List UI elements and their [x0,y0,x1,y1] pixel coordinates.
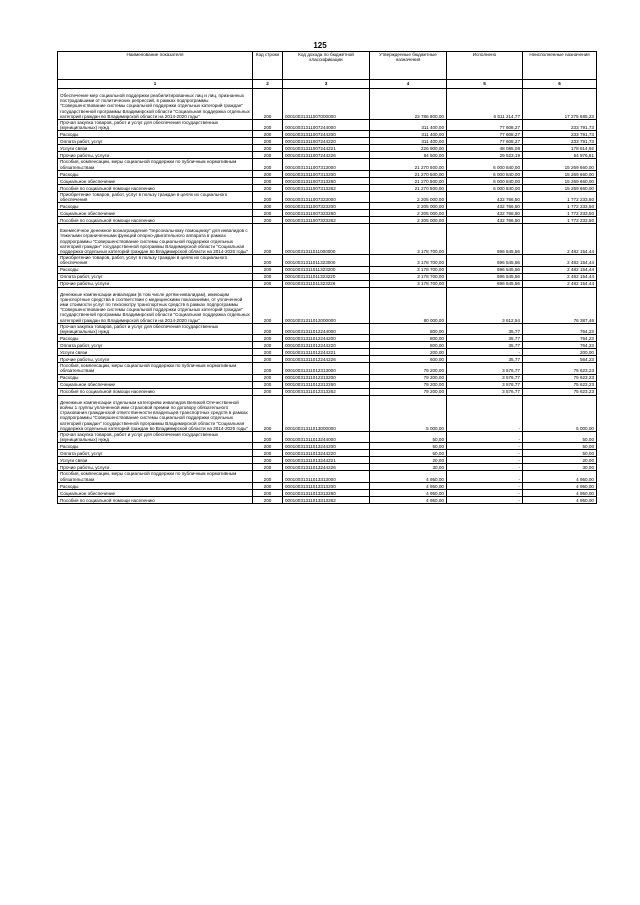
column-number: 2 [253,80,283,89]
table-row [58,138,597,145]
row-executed: 696 545,56 [447,280,523,287]
table-row [58,203,597,210]
row-unexecuted: 75 623,23 [523,363,597,374]
row-approved: 21 270 500,00 [370,184,447,191]
row-code: 200 [253,356,283,363]
row-unexecuted: 1 772 233,50 [523,191,597,202]
row-name: Прочая закупка товаров, работ и услуг для обеспечения государственных (муниципальных) нужд [58,120,253,131]
row-approved: 80 000,00 [370,287,447,323]
row-code: 200 [253,374,283,381]
row-unexecuted: 17 275 685,23 [523,89,597,120]
row-name: Расходы [58,482,253,489]
table-row [58,342,597,349]
row-approved: 4 950,00 [370,489,447,496]
row-approved: 79 200,00 [370,381,447,388]
table-row [58,349,597,356]
row-classification: 00010031311007313000 [283,159,370,170]
row-unexecuted: 2 482 154,44 [523,280,597,287]
row-unexecuted: 233 791,73 [523,131,597,138]
row-classification: 00010031311013313200 [283,482,370,489]
header-approved: Утвержденные бюджетные назначения [370,52,447,80]
row-executed: 432 766,50 [447,203,523,210]
row-executed: 35,77 [447,356,523,363]
row-name: Пособия по социальной помощи населению [58,388,253,395]
row-name: Пособия по социальной помощи населению [58,496,253,503]
row-code: 200 [253,184,283,191]
row-name: Социальное обеспечение [58,489,253,496]
table-row [58,177,597,184]
table-body [58,89,597,504]
row-approved: 2 205 000,00 [370,203,447,210]
row-code: 200 [253,457,283,464]
row-classification: 00010031311007313200 [283,170,370,177]
row-code: 200 [253,138,283,145]
row-approved: 226 900,00 [370,145,447,152]
row-name: Прочая закупка товаров, работ и услуг для обеспечения государственных (муниципальных) нужд [58,323,253,334]
column-number: 1 [58,80,253,89]
row-executed: - [447,443,523,450]
row-name: Расходы [58,203,253,210]
row-approved: 4 950,00 [370,471,447,482]
row-approved: 800,00 [370,335,447,342]
row-executed: 35,77 [447,335,523,342]
row-unexecuted: 30,00 [523,464,597,471]
row-code: 200 [253,489,283,496]
row-unexecuted: 764,23 [523,342,597,349]
row-executed: 3 576,77 [447,388,523,395]
row-code: 200 [253,170,283,177]
row-unexecuted: 4 950,00 [523,489,597,496]
table-row [58,131,597,138]
row-executed: 48 085,08 [447,145,523,152]
row-code: 200 [253,203,283,210]
header-unexecuted: Неисполненные назначения [523,52,597,80]
row-executed: 6 000 840,00 [447,184,523,191]
row-approved: 5 000,00 [370,395,447,431]
row-unexecuted: 4 950,00 [523,496,597,503]
row-executed: 6 000 840,00 [447,170,523,177]
table-row [58,457,597,464]
row-code: 200 [253,177,283,184]
section-row [58,287,597,323]
row-code: 200 [253,323,283,334]
row-code: 200 [253,210,283,217]
row-approved: 21 270 500,00 [370,159,447,170]
row-code: 200 [253,152,283,159]
table-row [58,152,597,159]
row-executed: - [447,395,523,431]
row-classification: 00010031311012244200 [283,335,370,342]
page-number: 125 [313,41,327,50]
row-approved: 600,00 [370,356,447,363]
table-row [58,217,597,224]
row-unexecuted: 20,00 [523,457,597,464]
row-name: Расходы [58,374,253,381]
table-row [58,450,597,457]
row-classification: 00010031311007244200 [283,131,370,138]
column-number-row [58,80,597,89]
row-unexecuted: 4 950,00 [523,471,597,482]
table-row [58,482,597,489]
row-unexecuted: 50,00 [523,443,597,450]
row-classification: 00010031311007244220 [283,138,370,145]
row-approved: 3 178 700,00 [370,266,447,273]
row-approved: 50,00 [370,450,447,457]
row-unexecuted: 564,23 [523,356,597,363]
row-approved: 79 200,00 [370,374,447,381]
section-row [58,395,597,431]
row-name: Услуги связи [58,145,253,152]
row-code: 200 [253,159,283,170]
row-unexecuted: 75 623,23 [523,374,597,381]
header-executed: Исполнено [447,52,523,80]
table-row [58,145,597,152]
row-unexecuted: 178 814,92 [523,145,597,152]
row-classification: 00010031311013313260 [283,489,370,496]
row-name: Прочие работы, услуги [58,152,253,159]
row-code: 200 [253,342,283,349]
row-classification: 00010031311012313262 [283,388,370,395]
table-row [58,273,597,280]
row-executed: 696 545,56 [447,224,523,255]
row-approved: 23 786 900,00 [370,89,447,120]
row-approved: 21 270 500,00 [370,170,447,177]
header-classification: Код дохода по бюджетной классификации [283,52,370,80]
row-name: Услуги связи [58,457,253,464]
row-name: Пособия, компенсации, меры социальной поддержки по публичным нормативным обязательствам [58,159,253,170]
column-number: 3 [283,80,370,89]
table-row [58,464,597,471]
row-unexecuted: 5 000,00 [523,395,597,431]
row-code: 200 [253,191,283,202]
row-classification: 00010031311011000000 [283,224,370,255]
table-row [58,381,597,388]
row-name: Приобретение товаров, работ, услуг в пользу граждан в целях их социального обеспечения [58,255,253,266]
row-classification: 00010031311013244226 [283,464,370,471]
row-code: 200 [253,120,283,131]
table-row [58,323,597,334]
row-approved: 311 400,00 [370,131,447,138]
row-code: 200 [253,349,283,356]
row-code: 200 [253,450,283,457]
row-executed: - [447,349,523,356]
row-classification: 00010031311013313000 [283,471,370,482]
row-classification: 00010031311012244220 [283,342,370,349]
row-name: Денежные компенсации инвалидам (в том числе детям-инвалидам), имеющим транспортные средства в соответствии с медицинскими показаниями, от уплаченной ими стоимости услуг по техосмотру транспортных средств в рамках подпрограммы "Совершенствование системы социальной поддержки отдельных категорий граждан" государственной программы Владимирской области "Социальная поддержка отдельных категорий граждан во Владимирской области на 2014-2020 годы" [58,287,253,323]
row-approved: 2 205 000,00 [370,210,447,217]
table-row [58,471,597,482]
row-classification: 00010031311011323000 [283,255,370,266]
row-name: Расходы [58,335,253,342]
table-row [58,388,597,395]
row-approved: 50,00 [370,431,447,442]
row-name: Прочие работы, услуги [58,464,253,471]
row-approved: 21 270 500,00 [370,177,447,184]
row-executed: 696 545,56 [447,266,523,273]
row-unexecuted: 15 269 660,00 [523,159,597,170]
row-executed: - [447,471,523,482]
row-code: 200 [253,266,283,273]
row-classification: 00010031311007323262 [283,217,370,224]
row-executed: - [447,482,523,489]
row-classification: 00010031311007000000 [283,89,370,120]
row-code: 200 [253,464,283,471]
row-classification: 00010031311012313260 [283,381,370,388]
table-row [58,363,597,374]
row-classification: 00010031311012244226 [283,356,370,363]
row-classification: 00010031311013000000 [283,395,370,431]
row-executed: 696 545,56 [447,273,523,280]
row-unexecuted: 4 950,00 [523,482,597,489]
row-unexecuted: 1 772 233,50 [523,217,597,224]
row-unexecuted: 50,00 [523,450,597,457]
row-unexecuted: 2 482 154,44 [523,266,597,273]
row-approved: 30,00 [370,464,447,471]
row-executed: - [447,450,523,457]
row-executed: 35,77 [447,323,523,334]
row-unexecuted: 50,00 [523,431,597,442]
row-executed: 696 545,56 [447,255,523,266]
row-name: Услуги связи [58,349,253,356]
row-code: 200 [253,363,283,374]
row-unexecuted: 15 269 660,00 [523,177,597,184]
table-row [58,280,597,287]
row-executed: 3 576,77 [447,363,523,374]
row-code: 200 [253,335,283,342]
row-name: Прочие работы, услуги [58,356,253,363]
row-approved: 20,00 [370,457,447,464]
header-row [58,52,597,80]
row-name: Пособия, компенсации, меры социальной поддержки по публичным нормативным обязательствам [58,471,253,482]
row-name: Ежемесячное денежное вознаграждение "персональному помощнику" для инвалидов с тяжелыми ограниченными функций опорно-двигательного аппарата в рамках подпрограммы "Совершенствование системы социальной поддержки отдельных категорий граждан" государственной программы Владимирской области "Социальная поддержка отдельных категорий граждан во Владимирской области на 2014-2020 годы" [58,224,253,255]
row-unexecuted: 233 791,73 [523,138,597,145]
row-approved: 4 950,00 [370,482,447,489]
row-name: Социальное обеспечение [58,210,253,217]
row-unexecuted: 200,00 [523,349,597,356]
row-executed: 3 576,77 [447,374,523,381]
table-row [58,210,597,217]
row-unexecuted: 2 482 154,44 [523,255,597,266]
row-code: 200 [253,482,283,489]
column-number: 5 [447,80,523,89]
row-executed: 6 000 840,00 [447,159,523,170]
row-unexecuted: 1 772 233,50 [523,210,597,217]
row-classification: 00010031311007313262 [283,184,370,191]
row-unexecuted: 233 791,73 [523,120,597,131]
row-unexecuted: 54 976,81 [523,152,597,159]
table-row [58,191,597,202]
row-executed: 3 576,77 [447,381,523,388]
row-name: Пособия по социальной помощи населению [58,217,253,224]
row-unexecuted: 75 623,23 [523,381,597,388]
row-executed: - [447,457,523,464]
row-unexecuted: 1 772 233,50 [523,203,597,210]
row-name: Оплата работ, услуг [58,138,253,145]
row-approved: 3 178 700,00 [370,280,447,287]
row-name: Социальное обеспечение [58,381,253,388]
row-classification: 00010031311012313200 [283,374,370,381]
row-classification: 00010031311013244000 [283,431,370,442]
row-classification: 00010031311007323000 [283,191,370,202]
row-executed: 77 608,27 [447,138,523,145]
table-row [58,255,597,266]
table-row [58,184,597,191]
table-row [58,374,597,381]
row-approved: 800,00 [370,323,447,334]
budget-execution-table [57,51,597,504]
row-name: Расходы [58,170,253,177]
header-name: Наименование показателя [58,52,253,80]
table-row [58,431,597,442]
row-executed: 6 511 214,77 [447,89,523,120]
row-approved: 3 178 700,00 [370,255,447,266]
row-approved: 79 200,00 [370,388,447,395]
row-code: 200 [253,287,283,323]
row-classification: 00010031311011323200 [283,266,370,273]
row-approved: 50,00 [370,443,447,450]
row-classification: 00010031311007244226 [283,152,370,159]
row-unexecuted: 2 482 154,44 [523,273,597,280]
row-executed: 432 766,50 [447,210,523,217]
row-classification: 00010031311007323200 [283,203,370,210]
row-unexecuted: 764,23 [523,335,597,342]
table-row [58,335,597,342]
row-code: 200 [253,395,283,431]
row-executed: - [447,464,523,471]
row-code: 200 [253,131,283,138]
row-classification: 00010031311007244221 [283,145,370,152]
row-approved: 84 500,00 [370,152,447,159]
table-row [58,496,597,503]
row-code: 200 [253,280,283,287]
row-executed: 35,77 [447,342,523,349]
row-classification: 00010031311013244221 [283,457,370,464]
row-unexecuted: 764,23 [523,323,597,334]
row-approved: 79 200,00 [370,363,447,374]
row-approved: 311 400,00 [370,138,447,145]
row-classification: 00010031311012313000 [283,363,370,374]
row-classification: 00010031311011323226 [283,280,370,287]
row-name: Социальное обеспечение [58,177,253,184]
row-classification: 00010031311007313260 [283,177,370,184]
row-approved: 2 205 000,00 [370,191,447,202]
row-code: 200 [253,496,283,503]
row-approved: 311 400,00 [370,120,447,131]
row-classification: 00010031311007244000 [283,120,370,131]
row-approved: 4 950,00 [370,496,447,503]
column-number: 4 [370,80,447,89]
row-executed: 432 766,50 [447,217,523,224]
row-name: Денежные компенсации отдельным категориям инвалидов Великой Отечественной войны 1 группы уплаченной ими страховой премии по договору обязательного страхования гражданской ответственности владельцев транспортных средств в рамках подпрограммы "Совершенствование системы социальной поддержки отдельных категорий граждан" государственной программы Владимирской области "Социальная поддержка отдельных категорий граждан во Владимирской области на 2014-2020 годы" [58,395,253,431]
row-executed: - [447,431,523,442]
table-row [58,159,597,170]
row-classification: 00010031311012244000 [283,323,370,334]
row-executed: 6 000 840,00 [447,177,523,184]
row-classification: 00010031311007323260 [283,210,370,217]
table-row [58,120,597,131]
row-executed: - [447,489,523,496]
row-executed: 77 608,27 [447,120,523,131]
section-row [58,89,597,120]
table-row [58,489,597,496]
row-code: 200 [253,388,283,395]
row-name: Обеспечение мер социальной поддержки реабилитированных лиц и лиц, признанных пострадавшими от политических репрессий, в рамках подпрограммы "Совершенствование системы социальной поддержки отдельных категорий граждан" государственной программы Владимирской области "Социальная поддержка отдельных категорий граждан во Владимирской области на 2014-2020 годы" [58,89,253,120]
row-unexecuted: 75 623,23 [523,388,597,395]
row-code: 200 [253,145,283,152]
row-executed: - [447,496,523,503]
row-unexecuted: 15 269 660,00 [523,170,597,177]
row-classification: 00010031311013313262 [283,496,370,503]
row-classification: 00010031311013244200 [283,443,370,450]
row-code: 200 [253,217,283,224]
row-code: 200 [253,471,283,482]
row-code: 200 [253,224,283,255]
row-name: Пособия, компенсации, меры социальной поддержки по публичным нормативным обязательствам [58,363,253,374]
row-classification: 00010031311012244221 [283,349,370,356]
section-row [58,224,597,255]
row-approved: 800,00 [370,342,447,349]
row-classification: 00010031311012000000 [283,287,370,323]
row-name: Оплата работ, услуг [58,273,253,280]
row-name: Прочая закупка товаров, работ и услуг для обеспечения государственных (муниципальных) нужд [58,431,253,442]
row-approved: 200,00 [370,349,447,356]
row-code: 200 [253,273,283,280]
header-code: Код строки [253,52,283,80]
table-row [58,356,597,363]
row-name: Приобретение товаров, работ, услуг в пользу граждан в целях их социального обеспечения [58,191,253,202]
table-row [58,170,597,177]
row-code: 200 [253,381,283,388]
table-row [58,443,597,450]
row-unexecuted: 76 387,46 [523,287,597,323]
row-unexecuted: 15 269 660,00 [523,184,597,191]
row-executed: 29 523,19 [447,152,523,159]
row-classification: 00010031311011323220 [283,273,370,280]
row-executed: 77 608,27 [447,131,523,138]
row-name: Пособия по социальной помощи населению [58,184,253,191]
row-name: Расходы [58,266,253,273]
table-row [58,266,597,273]
row-code: 200 [253,89,283,120]
column-number: 6 [523,80,597,89]
row-executed: 432 766,50 [447,191,523,202]
row-name: Оплата работ, услуг [58,450,253,457]
row-approved: 2 205 000,00 [370,217,447,224]
row-classification: 00010031311013244220 [283,450,370,457]
row-name: Расходы [58,131,253,138]
row-code: 200 [253,443,283,450]
row-approved: 3 178 700,00 [370,224,447,255]
row-executed: 3 612,54 [447,287,523,323]
row-name: Оплата работ, услуг [58,342,253,349]
row-code: 200 [253,431,283,442]
row-name: Расходы [58,443,253,450]
row-approved: 3 178 700,00 [370,273,447,280]
row-unexecuted: 2 482 154,44 [523,224,597,255]
row-code: 200 [253,255,283,266]
row-name: Прочие работы, услуги [58,280,253,287]
